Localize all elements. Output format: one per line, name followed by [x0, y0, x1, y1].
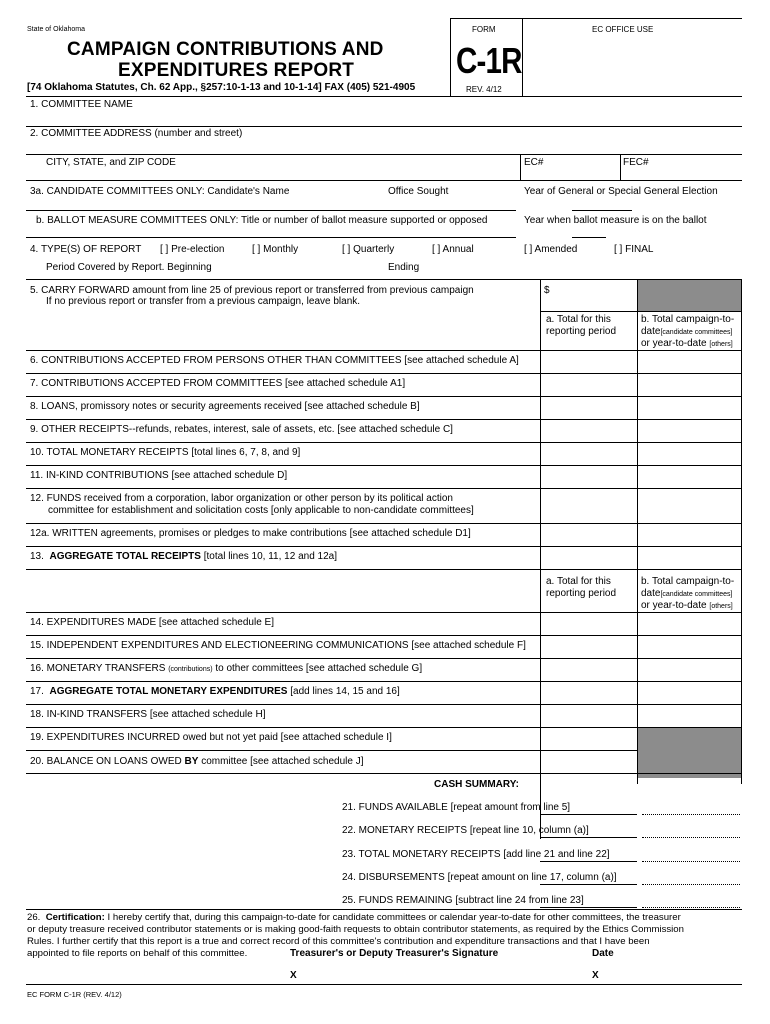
col-b-header-line3: or year-to-date [others]: [641, 338, 733, 349]
col-a-header-line2: reporting period: [546, 326, 617, 337]
rule-certification: [26, 984, 742, 985]
rule-year-general: [572, 210, 632, 211]
certification-line-3: Rules. I further certify that this report is a true and correct record of this committee's contribution and expenditure transactions and that I have been: [27, 936, 650, 947]
rule-line-7: [26, 396, 742, 397]
rule-line-12: [26, 523, 742, 524]
date-label: Date: [592, 948, 614, 959]
rev-label: REV. 4/12: [466, 85, 502, 94]
period-ending-label: Ending: [388, 262, 420, 273]
final-checkbox[interactable]: [ ] FINAL: [614, 244, 654, 255]
form-box-left: [450, 18, 451, 96]
title-line-1: CAMPAIGN CONTRIBUTIONS AND: [67, 39, 384, 60]
line-24-col-b: [642, 884, 740, 885]
col-b-left-border: [637, 279, 638, 784]
report-type-label: 4. TYPE(S) OF REPORT: [30, 244, 142, 255]
line-18-label: 18. IN-KIND TRANSFERS [see attached schedule H]: [30, 709, 266, 720]
fec-number-label: FEC#: [623, 157, 649, 168]
rule-line-25-col-a: [540, 907, 637, 908]
rule-line-11: [26, 488, 742, 489]
form-code: C-1R: [456, 40, 522, 81]
ec-number-label: EC#: [524, 157, 544, 168]
line-12-label-2: committee for establishment and solicitation costs [only applicable to non-candidate committees]: [48, 505, 474, 516]
committee-name-label: 1. COMMITTEE NAME: [30, 99, 133, 110]
form-box-top: [450, 18, 742, 19]
city-state-zip-label: CITY, STATE, and ZIP CODE: [46, 157, 176, 168]
rule-carry-forward: [540, 311, 742, 312]
col-a-header2-line2: reporting period: [546, 588, 617, 599]
col-b-header2-line2: date[candidate committees]: [641, 588, 733, 599]
state-label: State of Oklahoma: [27, 26, 85, 33]
statutes-line: [74 Oklahoma Statutes, Ch. 62 App., §257:10-1-13 and 10-1-14] FAX (405) 521-4905: [27, 82, 416, 93]
line-17-label: 17. AGGREGATE TOTAL MONETARY EXPENDITURES [add lines 14, 15 and 16]: [30, 686, 400, 697]
rule-line-24-col-a: [540, 884, 637, 885]
col-a-header2-line1: a. Total for this: [546, 576, 611, 587]
line-14-label: 14. EXPENDITURES MADE [see attached schedule E]: [30, 617, 274, 628]
col-b-header-line2: date[candidate committees]: [641, 326, 733, 337]
line-8-label: 8. LOANS, promissory notes or security agreements received [see attached schedule B]: [30, 401, 420, 412]
col-a-header-line1: a. Total for this: [546, 314, 611, 325]
period-beginning-label: Period Covered by Report. Beginning: [46, 262, 212, 273]
line-19-label: 19. EXPENDITURES INCURRED owed but not yet paid [see attached schedule I]: [30, 732, 392, 743]
col-b-header-line1: b. Total campaign-to-: [641, 314, 735, 325]
rule-line-18: [26, 727, 742, 728]
rule-line-16: [26, 681, 742, 682]
line-22-label: 22. MONETARY RECEIPTS [repeat line 10, column (a)]: [342, 825, 589, 836]
ec-office-use-label: EC OFFICE USE: [592, 25, 654, 34]
line-12a-label: 12a. WRITTEN agreements, promises or pledges to make contributions [see attached schedule D1]: [30, 528, 471, 539]
rule-committee-address: [26, 154, 742, 155]
header-bottom-rule: [26, 96, 742, 97]
line-24-label: 24. DISBURSEMENTS [repeat amount on line 17, column (a)]: [342, 872, 617, 883]
col-b-right-border: [741, 279, 742, 784]
line-6-label: 6. CONTRIBUTIONS ACCEPTED FROM PERSONS OTHER THAN COMMITTEES [see attached schedule A]: [30, 355, 519, 366]
ec-divider: [520, 154, 521, 180]
carry-forward-line1: 5. CARRY FORWARD amount from line 25 of previous report or transferred from previous campaign: [30, 285, 474, 296]
rule-line-21-col-a: [540, 814, 637, 815]
line-13-label: 13. AGGREGATE TOTAL RECEIPTS [total lines 10, 11, 12 and 12a]: [30, 551, 337, 562]
rule-line-19: [26, 750, 638, 751]
rule-line-8: [26, 419, 742, 420]
rule-year-ballot: [572, 237, 606, 238]
rule-line-17: [26, 704, 742, 705]
line-11-label: 11. IN-KIND CONTRIBUTIONS [see attached schedule D]: [30, 470, 288, 481]
quarterly-checkbox[interactable]: [ ] Quarterly: [342, 244, 395, 255]
line-12-label-1: 12. FUNDS received from a corporation, labor organization or other person by its political action: [30, 493, 453, 504]
rule-line-15: [26, 658, 742, 659]
rule-ballot: [26, 237, 516, 238]
col-b-header2-line1: b. Total campaign-to-: [641, 576, 735, 587]
amended-checkbox[interactable]: [ ] Amended: [524, 244, 578, 255]
certification-line-1: 26. Certification: I hereby certify that, during this campaign-to-date for candidate committees or calendar year-to-date for other committees, the treasurer: [27, 912, 681, 923]
line-15-label: 15. INDEPENDENT EXPENDITURES AND ELECTIONEERING COMMUNICATIONS [see attached schedule F]: [30, 640, 526, 651]
year-general-election-label: Year of General or Special General Election: [524, 186, 718, 197]
rule-cash-summary: [26, 909, 742, 910]
ballot-measure-label: b. BALLOT MEASURE COMMITTEES ONLY: Title or number of ballot measure supported or opposed: [36, 215, 488, 226]
line-16-label: 16. MONETARY TRANSFERS (contributions) to other committees [see attached schedule G]: [30, 663, 423, 674]
signature-label: Treasurer's or Deputy Treasurer's Signature: [290, 948, 499, 959]
rule-line-14: [26, 635, 742, 636]
pre-election-checkbox[interactable]: [ ] Pre-election: [160, 244, 225, 255]
line-9-label: 9. OTHER RECEIPTS--refunds, rebates, interest, sale of assets, etc. [see attached schedule C]: [30, 424, 453, 435]
loans-shaded-cell: [638, 728, 741, 778]
form-label: FORM: [472, 25, 496, 34]
rule-committee-name: [26, 126, 742, 127]
rule-line-13: [26, 569, 742, 570]
rule-line-23-col-a: [540, 861, 637, 862]
line-21-label: 21. FUNDS AVAILABLE [repeat amount from line 5]: [342, 802, 571, 813]
carry-forward-shaded-cell: [638, 280, 741, 312]
committee-address-label: 2. COMMITTEE ADDRESS (number and street): [30, 128, 243, 139]
annual-checkbox[interactable]: [ ] Annual: [432, 244, 474, 255]
rule-col-headers-2: [26, 612, 742, 613]
year-ballot-label: Year when ballot measure is on the ballot: [524, 215, 707, 226]
rule-line-9: [26, 442, 742, 443]
form-box-right: [522, 18, 523, 96]
form-footer-id: EC FORM C-1R (REV. 4/12): [27, 990, 122, 999]
rule-line-12a: [26, 546, 742, 547]
line-25-col-b: [642, 907, 740, 908]
rule-line-10: [26, 465, 742, 466]
rule-report-type: [26, 279, 742, 280]
rule-line-6: [26, 373, 742, 374]
rule-candidate: [26, 210, 516, 211]
carry-forward-line2: If no previous report or transfer from a previous campaign, leave blank.: [46, 296, 361, 307]
line-23-col-b: [642, 861, 740, 862]
rule-line-22-col-a: [540, 837, 637, 838]
fec-divider: [620, 154, 621, 180]
signature-x-mark[interactable]: X: [290, 970, 297, 981]
rule-col-headers-1: [26, 350, 742, 351]
line-23-label: 23. TOTAL MONETARY RECEIPTS [add line 21 and line 22]: [342, 849, 610, 860]
cash-summary-title: CASH SUMMARY:: [434, 779, 519, 790]
line-25-label: 25. FUNDS REMAINING [subtract line 24 from line 23]: [342, 895, 584, 906]
col-b-header2-line3: or year-to-date [others]: [641, 600, 733, 611]
carry-forward-dollar: $: [544, 285, 550, 296]
office-sought-label: Office Sought: [388, 186, 449, 197]
rule-line-20: [26, 773, 742, 774]
monthly-checkbox[interactable]: [ ] Monthly: [252, 244, 299, 255]
line-20-label: 20. BALANCE ON LOANS OWED BY committee [see attached schedule J]: [30, 756, 364, 767]
rule-city: [26, 180, 742, 181]
line-21-col-b: [642, 814, 740, 815]
title-line-2: EXPENDITURES REPORT: [118, 60, 355, 81]
line-10-label: 10. TOTAL MONETARY RECEIPTS [total lines 6, 7, 8, and 9]: [30, 447, 301, 458]
date-x-mark[interactable]: X: [592, 970, 599, 981]
certification-line-2: or deputy treasure received contributor statements or is making good-faith requests to obtain contributor statements, as required by the Ethics Commission: [27, 924, 684, 935]
col-a-left-border: [540, 279, 541, 839]
candidate-name-label: 3a. CANDIDATE COMMITTEES ONLY: Candidate's Name: [30, 186, 290, 197]
certification-line-4: appointed to file reports on behalf of this committee.: [27, 948, 248, 959]
line-7-label: 7. CONTRIBUTIONS ACCEPTED FROM COMMITTEES [see attached schedule A1]: [30, 378, 406, 389]
line-22-col-b: [642, 837, 740, 838]
